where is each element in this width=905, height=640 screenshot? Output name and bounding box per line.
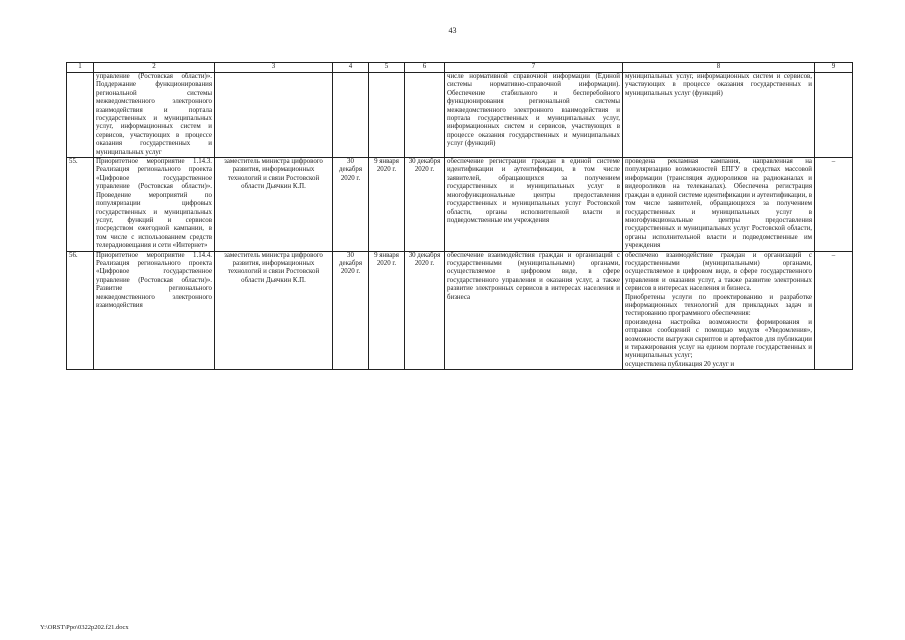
goal-cell: обеспечение регистрации граждан в единой системе идентификации и аутентификации, в том числе заявителей, обращающихся за получением государственных и муниципальных услуг в многофункциональные центры предоставления государственных и муниципальных услуг Ростовской области, органы исполнительной власти и подведомственные им учреждения [445, 158, 623, 251]
table-row [67, 73, 853, 158]
col-header-2: 2 [94, 63, 215, 73]
result-cell: проведена рекламная кампания, направленная на популяризацию возможностей ЕПГУ в средствах массовой информации (трансляция аудиороликов на радиоканалах и видеороликов на телеканалах). Обеспечена регистрация граждан в единой системе идентификации и аутентификации, в том числе заявителей, обращающихся за получением государственных и муниципальных услуг в многофункциональные центры предоставления государственных и муниципальных услуг Ростовской области, органы исполнительной власти и подведомственные им учреждения [623, 158, 815, 251]
col-header-5: 5 [369, 63, 405, 73]
note-cell: – [815, 251, 853, 370]
col-header-7: 7 [445, 63, 623, 73]
event-cell: Приоритетное мероприятие 1.14.3. Реализация регионального проекта «Цифровое государственное управление (Ростовская области)». Проведение мероприятий по популяризации цифровых государственных и муниципальных услуг, функций и сервисов посредством ежегодной кампании, в том числе с использованием средств телерадиовещания и сети «Интернет» [94, 158, 215, 251]
goal-cell: обеспечение взаимодействия граждан и организаций с государственными (муниципальными) органами, осуществляемое в цифровом виде, в сфере государственного управления и оказания услуг, а также развитие электронных сервисов в интересах населения и бизнеса [445, 251, 623, 370]
col-header-4: 4 [333, 63, 369, 73]
col-header-9: 9 [815, 63, 853, 73]
col-header-1: 1 [67, 63, 94, 73]
date-cell: 9 января 2020 г. [369, 251, 405, 370]
file-path-footer: Y:\ORST\Ppo\0322p202.f21.docx [40, 624, 129, 631]
row-number: 56. [67, 251, 94, 370]
column-number-row [67, 63, 853, 73]
date-cell [405, 73, 445, 158]
row-number: 55. [67, 158, 94, 251]
responsible-cell [215, 73, 333, 158]
col-header-3: 3 [215, 63, 333, 73]
event-cell: Приоритетное мероприятие 1.14.4. Реализация регионального проекта «Цифровое государственное управление (Ростовская области)». Развитие регионального межведомственного электронного взаимодействия [94, 251, 215, 370]
table-row [67, 251, 853, 370]
responsible-cell: заместитель министра цифрового развития, информационных технологий и связи Ростовской области Дьячкин К.П. [215, 158, 333, 251]
result-cell: обеспечено взаимодействие граждан и организаций с государственными (муниципальными) органами, осуществляемое в цифровом виде, в сфере государственного управления и оказания услуг, а также развитие электронных сервисов в интересах населения и бизнеса. Приобретены услуги по проектированию и разработке информационных технологий для прикладных задач и тестированию программного обеспечения: произведена настройка возможности формирования и отправки сообщений с помощью модуля «Уведомления», возможности выгрузки скриптов и артефактов для публикации и тиражирования услуг на едином портале государственных и муниципальных услуг; осуществлена публикация 20 услуг и [623, 251, 815, 370]
page-number: 43 [448, 26, 457, 35]
activities-table [66, 62, 853, 370]
date-cell: 30 декабря 2020 г. [333, 251, 369, 370]
date-cell [333, 73, 369, 158]
note-cell: – [815, 158, 853, 251]
row-number [67, 73, 94, 158]
table-row [67, 158, 853, 251]
event-cell: управление (Ростовская области)». Поддержание функционирования региональной системы межведомственного электронного взаимодействия и портала государственных и муниципальных услуг, информационных систем и сервисов, участвующих в процессе оказания государственных и муниципальных услуг [94, 73, 215, 158]
col-header-8: 8 [623, 63, 815, 73]
date-cell: 30 декабря 2020 г. [405, 158, 445, 251]
date-cell: 30 декабря 2020 г. [405, 251, 445, 370]
date-cell [369, 73, 405, 158]
date-cell: 30 декабря 2020 г. [333, 158, 369, 251]
note-cell [815, 73, 853, 158]
result-cell: муниципальных услуг, информационных систем и сервисов, участвующих в процессе оказания государственных и муниципальных услуг (функций) [623, 73, 815, 158]
responsible-cell: заместитель министра цифрового развития, информационных технологий и связи Ростовской области Дьячкин К.П. [215, 251, 333, 370]
date-cell: 9 января 2020 г. [369, 158, 405, 251]
goal-cell: числе нормативной справочной информации (Единой системы нормативно-справочной информации). Обеспечение стабильного и бесперебойного функционирования региональной системы межведомственного электронного взаимодействия и портала государственных и муниципальных услуг, информационных систем и сервисов, участвующих в процессе оказания государственных и муниципальных услуг (функций) [445, 73, 623, 158]
col-header-6: 6 [405, 63, 445, 73]
